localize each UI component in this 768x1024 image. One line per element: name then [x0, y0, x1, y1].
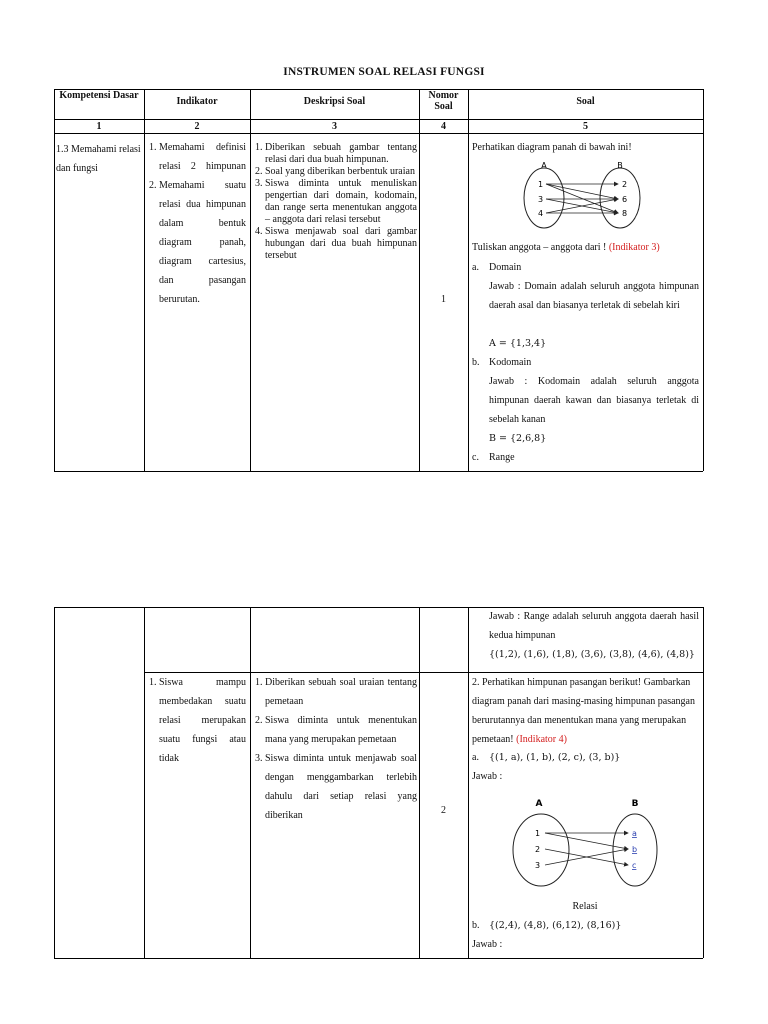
set-a-label: A: [535, 799, 543, 809]
question-text: Tuliskan anggota – anggota dari !: [472, 242, 607, 253]
item-label: b.: [472, 357, 480, 368]
jawab-label: Jawab :: [472, 771, 503, 782]
set-b-element: a: [632, 829, 637, 838]
soal-2-question: 2. Perhatikan himpunan pasangan berikut! Gambarkan diagram panah dari masing-masing himpunan pasangan berurutannya dan menentukan mana yang merupakan pemetaan!: [472, 677, 695, 745]
nomor-soal: 1: [441, 294, 446, 305]
nomor-soal: 2: [441, 805, 446, 816]
header-indikator: Indikator: [176, 96, 218, 107]
jawab-label: Jawab :: [472, 939, 503, 950]
soal-question: [472, 238, 702, 257]
header-soal: Soal: [576, 96, 595, 107]
set-b-element: 6: [622, 195, 628, 204]
deskripsi-list: [252, 673, 417, 825]
set-b-element: 8: [622, 209, 628, 218]
pair-set-b: {(2,4), (4,8), (6,12), (8,16)}: [489, 920, 622, 931]
set-a-element: 4: [538, 209, 544, 218]
domain-answer: Jawab : Domain adalah seluruh anggota himpunan daerah asal dan biasanya terletak di sebelah kiri: [489, 281, 699, 311]
pair-set-a: {(1, a), (1, b), (2, c), (3, b)}: [489, 752, 621, 763]
deskripsi-item: 2. Soal yang diberikan berbentuk uraian: [265, 166, 417, 178]
column-number: 4: [441, 121, 446, 132]
item-label: c.: [472, 452, 479, 463]
kodomain-set: B = {2,6,8}: [489, 433, 547, 444]
deskripsi-item: 3. Siswa diminta untuk menjawab soal dengan menggambarkan terlebih dahulu dari setiap relasi yang diberikan: [265, 749, 417, 825]
set-b-element: b: [632, 845, 638, 854]
indikator-list: [146, 138, 246, 309]
set-a-label: A: [541, 161, 547, 170]
deskripsi-item: 2. Siswa diminta untuk menentukan mana yang merupakan pemetaan: [265, 711, 417, 749]
item-label: b.: [472, 920, 480, 931]
set-a-element: 3: [535, 861, 541, 870]
soal-intro: Perhatikan diagram panah di bawah ini!: [472, 142, 632, 153]
header-nomor: Nomor Soal: [428, 90, 459, 112]
range-answer: Jawab : Range adalah seluruh anggota daerah hasil kedua himpunan: [489, 611, 699, 641]
deskripsi-item: 4. Siswa menjawab soal dari gambar hubungan dari dua buah himpunan tersebut: [265, 226, 417, 262]
deskripsi-item: 1. Diberikan sebuah gambar tentang relasi dari dua buah himpunan.: [265, 142, 417, 166]
indikator-item: 1. Siswa mampu membedakan suatu relasi merupakan suatu fungsi atau tidak: [159, 673, 246, 768]
set-b-element: 2: [622, 180, 628, 189]
indikator-item: 2. Memahami suatu relasi dua himpunan dalam bentuk diagram panah, diagram cartesius, dan pasangan berurutan.: [159, 176, 246, 309]
indicator-tag: (Indikator 4): [516, 734, 567, 745]
column-number: 5: [583, 121, 588, 132]
kompetensi-dasar-text: 1.3 Memahami relasi dan fungsi: [56, 144, 141, 174]
domain-title: Domain: [489, 262, 522, 273]
deskripsi-item: 3. Siswa diminta untuk menuliskan pengertian dari domain, kodomain, dan range serta menentukan anggota – anggota dari relasi tersebut: [265, 178, 417, 226]
deskripsi-item: 1. Diberikan sebuah soal uraian tentang pemetaan: [265, 673, 417, 711]
item-label: a.: [472, 752, 479, 763]
soal-2-intro: [472, 673, 702, 749]
header-kompetensi: Kompetensi Dasar: [59, 90, 139, 101]
deskripsi-list: [252, 142, 417, 262]
range-set: {(1,2), (1,6), (1,8), (3,6), (3,8), (4,6), (4,8)}: [489, 649, 695, 660]
indikator-item: 1. Memahami definisi relasi 2 himpunan: [159, 138, 246, 176]
set-b-label: B: [617, 161, 623, 170]
set-a-element: 2: [535, 845, 541, 854]
kodomain-answer: Jawab : Kodomain adalah seluruh anggota himpunan daerah kawan dan biasanya terletak di sebelah kanan: [489, 376, 699, 425]
set-a-element: 1: [538, 180, 544, 189]
indikator-list: [146, 673, 246, 768]
set-a-element: 3: [538, 195, 544, 204]
page-title: INSTRUMEN SOAL RELASI FUNGSI: [283, 66, 485, 78]
header-deskripsi: Deskripsi Soal: [303, 96, 366, 107]
range-title: Range: [489, 452, 515, 463]
diagram-caption: Relasi: [572, 901, 598, 912]
item-label: a.: [472, 262, 479, 273]
set-b-element: c: [632, 861, 637, 870]
column-number: 2: [194, 121, 200, 132]
set-a-element: 1: [535, 829, 541, 838]
arrow-diagram-1: [520, 158, 670, 230]
kodomain-title: Kodomain: [489, 357, 532, 368]
set-b-label: B: [631, 799, 639, 809]
column-number: 1: [96, 121, 102, 132]
arrow-diagram-2: [505, 794, 675, 890]
indicator-tag: (Indikator 3): [608, 242, 660, 253]
domain-set: A = {1,3,4}: [489, 338, 547, 349]
column-number: 3: [332, 121, 337, 132]
